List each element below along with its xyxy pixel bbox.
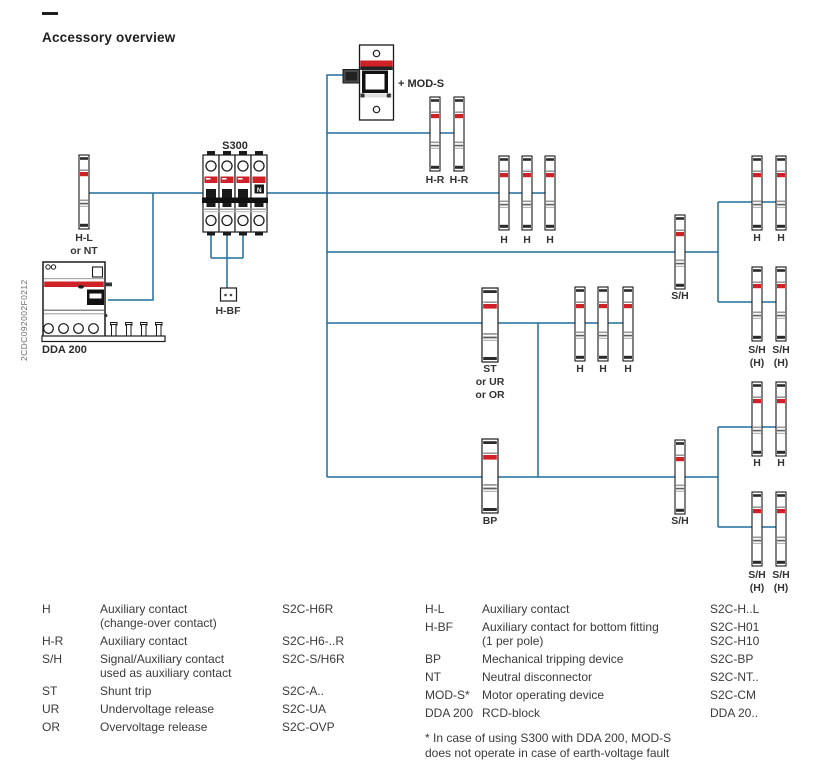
device-bp (482, 439, 498, 513)
device-s-h-lower (675, 440, 685, 514)
label-h-lr-1: H (753, 457, 761, 469)
legend-code: H-L (425, 602, 445, 616)
footnote-line2: does not operate in case of earth-voltage fault (425, 745, 670, 760)
legend-code: NT (425, 670, 441, 684)
legend-desc: Auxiliary contact (100, 602, 188, 616)
legend-row (425, 670, 759, 684)
legend-code: ST (42, 684, 58, 698)
dda200-device (42, 262, 165, 342)
device-h-lower-right-1 (752, 382, 762, 456)
s300-neutral-label: N (256, 186, 262, 194)
legend-part: S2C-NT.. (710, 670, 759, 684)
device-s-h-h-lower-1 (752, 492, 762, 566)
legend-row (42, 652, 345, 680)
label-h-r-1: H-R (425, 174, 445, 186)
device-h-top-3 (545, 156, 555, 230)
legend-part: S2C-A.. (282, 684, 325, 698)
label-s-h-h-u1: S/H (748, 344, 766, 356)
label-s-h-lower: S/H (671, 515, 689, 527)
label-s-h-h-u2-sub: (H) (773, 357, 789, 369)
label-or-ur: or UR (475, 376, 505, 388)
device-h-upper-right-1 (752, 156, 762, 230)
legend-desc2: used as auxiliary contact (100, 666, 232, 680)
legend-desc: Undervoltage release (100, 702, 215, 716)
label-h-top-3: H (546, 234, 554, 246)
label-h-top-2: H (523, 234, 531, 246)
legend-desc: Shunt trip (100, 684, 152, 698)
legend-part: S2C-S/H6R (282, 652, 345, 666)
legend-part: S2C-CM (710, 688, 757, 702)
legend-code: MOD-S* (425, 688, 470, 702)
legend-row (425, 706, 759, 720)
legend-right-column (425, 602, 759, 724)
label-s-h-h-u2: S/H (772, 344, 790, 356)
label-s-h-h-l1-sub: (H) (749, 582, 765, 594)
device-st-ur-or (482, 288, 498, 362)
label-h-mid-2: H (599, 363, 607, 375)
legend-desc2: (1 per pole) (482, 634, 544, 648)
legend-part: S2C-OVP (282, 720, 335, 734)
device-h-l (79, 155, 89, 229)
label-dda200: DDA 200 (42, 344, 87, 356)
legend-code: UR (42, 702, 60, 716)
device-h-top-1 (499, 156, 509, 230)
device-h-upper-right-2 (776, 156, 786, 230)
s300-breaker (202, 151, 268, 236)
label-h-ur-1: H (753, 232, 761, 244)
label-h-mid-3: H (624, 363, 632, 375)
legend-code: OR (42, 720, 60, 734)
legend-row (425, 652, 759, 666)
legend-desc: Auxiliary contact (100, 634, 188, 648)
label-s-h-h-l2: S/H (772, 569, 790, 581)
label-h-top-1: H (500, 234, 508, 246)
label-s-h-h-l2-sub: (H) (773, 582, 789, 594)
legend-row (425, 688, 759, 702)
label-h-mid-1: H (576, 363, 584, 375)
legend-desc: Mechanical tripping device (482, 652, 624, 666)
legend-desc: Auxiliary contact (482, 602, 570, 616)
legend-desc2: (change-over contact) (100, 616, 217, 630)
device-s-h-h-lower-2 (776, 492, 786, 566)
legend-code: H (42, 602, 51, 616)
legend-part: DDA 20.. (710, 706, 759, 720)
label-s-h-upper: S/H (671, 290, 689, 302)
footnote (425, 731, 671, 760)
device-s-h-h-upper-2 (776, 267, 786, 341)
legend-row (42, 684, 345, 698)
mod-s-device (343, 45, 394, 120)
legend-row (42, 720, 345, 734)
legend-row (42, 634, 345, 648)
legend-code: DDA 200 (425, 706, 474, 720)
device-h-mid-2 (598, 287, 608, 361)
label-s-h-h-l1: S/H (748, 569, 766, 581)
label-or-nt: or NT (70, 245, 98, 257)
legend-part: S2C-UA (282, 702, 327, 716)
legend-part: S2C-H6R (282, 602, 334, 616)
device-h-top-2 (522, 156, 532, 230)
legend-row (425, 620, 759, 648)
legend-part: S2C-H01 (710, 620, 760, 634)
legend-part2: S2C-H10 (710, 634, 760, 648)
legend-desc: Motor operating device (482, 688, 605, 702)
device-h-mid-3 (623, 287, 633, 361)
label-h-ur-2: H (777, 232, 785, 244)
legend-code: H-R (42, 634, 64, 648)
label-h-l: H-L (75, 232, 93, 244)
device-s-h-upper (675, 215, 685, 289)
label-bp: BP (482, 515, 498, 527)
legend-part: S2C-H..L (710, 602, 760, 616)
label-h-bf: H-BF (215, 305, 241, 317)
device-h-r-2 (454, 97, 464, 171)
footnote-line1: * In case of using S300 with DDA 200, MOD-S (425, 731, 672, 745)
label-s-h-h-u1-sub: (H) (749, 357, 765, 369)
device-h-r-1 (430, 97, 440, 171)
legend-row (42, 702, 345, 716)
legend-code: S/H (42, 652, 63, 666)
page-title: Accessory overview (42, 30, 176, 45)
legend-desc: Overvoltage release (100, 720, 208, 734)
legend-row (42, 602, 345, 630)
legend-part: S2C-BP (710, 652, 754, 666)
legend-code: BP (425, 652, 442, 666)
legend-desc: RCD-block (482, 706, 541, 720)
device-h-mid-1 (575, 287, 585, 361)
device-s-h-h-upper-1 (752, 267, 762, 341)
label-h-r-2: H-R (449, 174, 469, 186)
label-or-or: or OR (475, 389, 505, 401)
h-bf-device (221, 288, 237, 301)
legend-row (425, 602, 759, 616)
legend-left-column (42, 602, 345, 738)
document-id-vertical: 2CDC092002F0212 (19, 279, 29, 361)
legend-desc: Signal/Auxiliary contact (100, 652, 225, 666)
legend-part: S2C-H6-..R (282, 634, 345, 648)
label-s300: S300 (222, 140, 248, 152)
legend-desc: Neutral disconnector (482, 670, 593, 684)
label-st: ST (483, 363, 497, 375)
label-mod-s: + MOD-S (398, 78, 445, 90)
device-h-lower-right-2 (776, 382, 786, 456)
legend-code: H-BF (425, 620, 453, 634)
legend-desc: Auxiliary contact for bottom fitting (482, 620, 659, 634)
label-h-lr-2: H (777, 457, 785, 469)
